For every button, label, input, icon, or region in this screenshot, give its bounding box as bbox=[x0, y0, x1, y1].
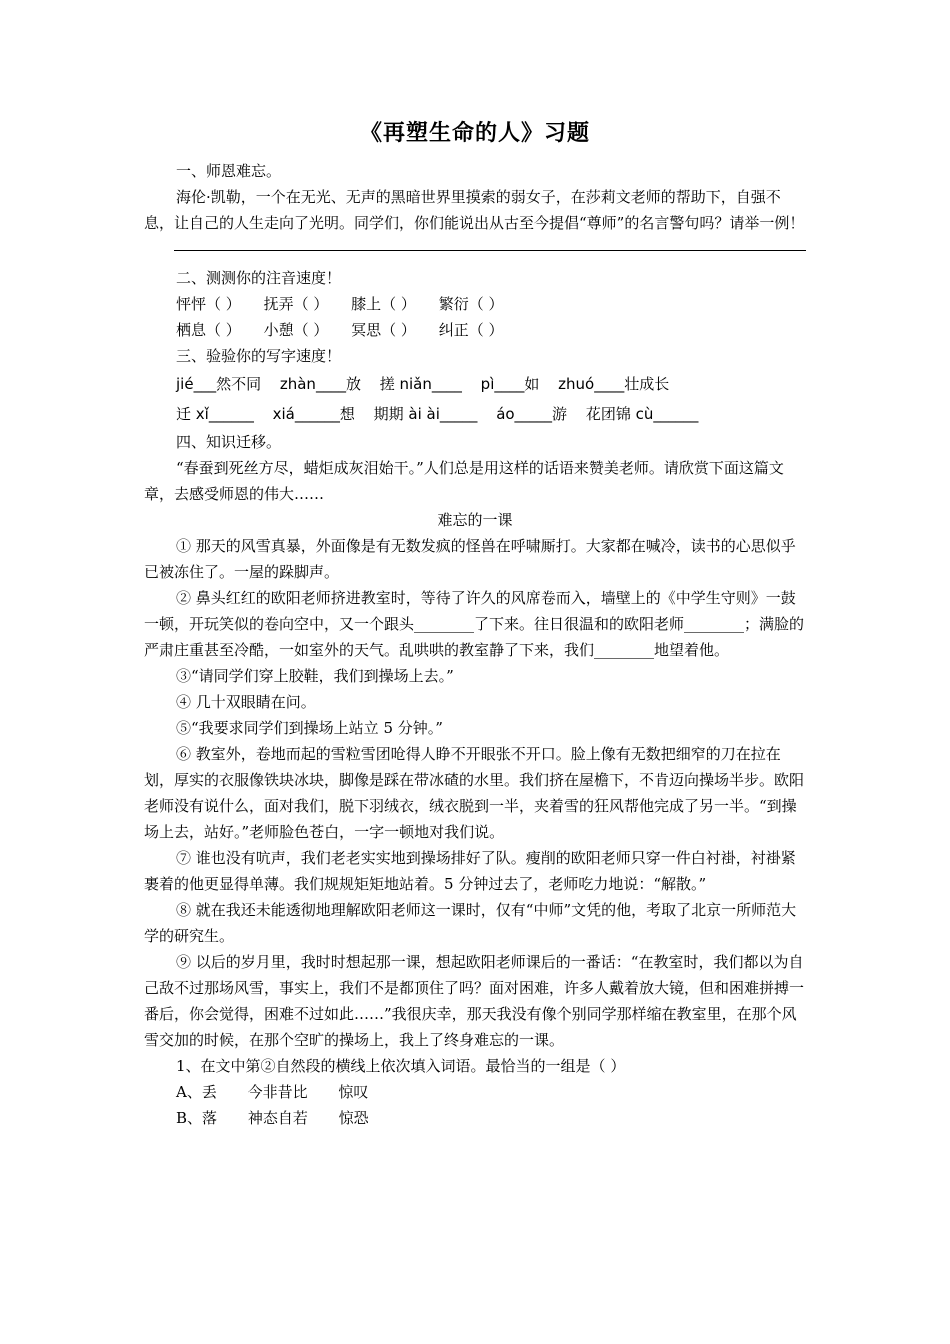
writing-item: 期期 ài ài_____ bbox=[373, 405, 478, 423]
option-b-word-3: 惊恐 bbox=[338, 1109, 369, 1127]
writing-item: zhàn____放 bbox=[279, 375, 361, 393]
article-paragraph: ② 鼻头红红的欧阳老师挤进教室时，等待了许久的风席卷而入，墙壁上的《中学生守则》一鼓一顿，开玩笑似的卷向空中，又一个跟头________了下来。往日很温和的欧阳老师________；满脸的严肃庄重甚至冷酷，一如室外的天气。乱哄哄的教室静了下来，我们________地望着他。 bbox=[144, 589, 805, 659]
pinyin-item: 小憩（ ） bbox=[263, 321, 329, 339]
writing-question-row-2 bbox=[144, 399, 806, 429]
pinyin-item: 栖息（ ） bbox=[176, 321, 241, 339]
article-paragraph: ⑦ 谁也没有吭声，我们老老实实地到操场排好了队。瘦削的欧阳老师只穿一件白衬褂，衬褂紧裹着的他更显得单薄。我们规规矩矩地站着。5 分钟过去了，老师吃力地说：“解散。” bbox=[144, 849, 796, 893]
option-a-word-2: 今非昔比 bbox=[247, 1083, 308, 1101]
section-1-text: 海伦·凯勒，一个在无光、无声的黑暗世界里摸索的弱女子，在莎莉文老师的帮助下，自强不息，让自己的人生走向了光明。同学们，你们能说出从古至今提倡“尊师”的名言警句吗？请举一例！ bbox=[144, 188, 805, 232]
article-paragraph: ④ 几十双眼睛在问。 bbox=[176, 693, 316, 711]
option-b-label: B、落 bbox=[176, 1109, 218, 1127]
option-a-label: A、丢 bbox=[176, 1083, 217, 1101]
section-4-intro: “春蚕到死丝方尽，蜡炬成灰泪始干。”人们总是用这样的话语来赞美老师。请欣赏下面这篇文章，去感受师恩的伟大…… bbox=[144, 459, 784, 503]
option-b[interactable] bbox=[144, 1105, 806, 1131]
section-2-heading: 二、测测你的注音速度！ bbox=[176, 269, 342, 287]
article-paragraph: ③“请同学们穿上胶鞋，我们到操场上去。” bbox=[176, 667, 454, 685]
section-1-heading: 一、师恩难忘。 bbox=[176, 162, 282, 180]
pinyin-item: 冥思（ ） bbox=[351, 321, 416, 339]
worksheet-page bbox=[144, 118, 806, 1131]
answer-line[interactable] bbox=[174, 242, 806, 251]
pinyin-item: 纠正（ ） bbox=[438, 321, 504, 339]
option-b-word-2: 神态自若 bbox=[247, 1109, 308, 1127]
pinyin-question-row-2 bbox=[144, 317, 806, 343]
writing-item: áo_____游 bbox=[496, 405, 568, 423]
article-paragraph: ⑧ 就在我还未能透彻地理解欧阳老师这一课时，仅有“中师”文凭的他，考取了北京一所师范大学的研究生。 bbox=[144, 901, 797, 945]
writing-item: pì____如 bbox=[480, 375, 540, 393]
section-3-heading: 三、验验你的写字速度！ bbox=[176, 347, 342, 365]
article-paragraph: ① 那天的风雪真暴，外面像是有无数发疯的怪兽在呼啸厮打。大家都在喊冷，读书的心思似乎已被冻住了。一屋的跺脚声。 bbox=[144, 537, 796, 581]
pinyin-item: 抚弄（ ） bbox=[263, 295, 329, 313]
option-a-word-3: 惊叹 bbox=[338, 1083, 369, 1101]
pinyin-item: 繁衍（ ） bbox=[438, 295, 504, 313]
writing-item: 花团锦 cù______ bbox=[585, 405, 699, 423]
article-paragraph: ⑤“我要求同学们到操场上站立 5 分钟。” bbox=[176, 719, 443, 737]
writing-item: xiá______想 bbox=[272, 405, 355, 423]
writing-item: jié___然不同 bbox=[176, 375, 262, 393]
question-1: 1、在文中第②自然段的横线上依次填入词语。最恰当的一组是（ ） bbox=[176, 1057, 626, 1075]
option-a[interactable] bbox=[144, 1079, 806, 1105]
section-4-heading: 四、知识迁移。 bbox=[176, 433, 282, 451]
article-paragraph: ⑨ 以后的岁月里，我时时想起那一课，想起欧阳老师课后的一番话：“在教室时，我们都以为自己敌不过那场风雪，事实上，我们不是都顶住了吗？面对困难，许多人戴着放大镜，但和困难拼搏一番后，你会觉得，困难不过如此……”我很庆幸，那天我没有像个别同学那样缩在教室里，在那个风雪交加的时候，在那个空旷的操场上，我上了终身难忘的一课。 bbox=[144, 953, 805, 1049]
page-title: 《再塑生命的人》习题 bbox=[359, 120, 590, 146]
article-paragraph: ⑥ 教室外，卷地而起的雪粒雪团呛得人睁不开眼张不开口。脸上像有无数把细窄的刀在拉在划，厚实的衣服像铁块冰块，脚像是踩在带冰碴的水里。我们挤在屋檐下，不肯迈向操场半步。欧阳老师没有说什么，面对我们，脱下羽绒衣，绒衣脱到一半，夹着雪的狂风帮他完成了另一半。“到操场上去，站好。”老师脸色苍白，一字一顿地对我们说。 bbox=[144, 745, 805, 841]
pinyin-item: 怦怦（ ） bbox=[176, 295, 241, 313]
pinyin-item: 膝上（ ） bbox=[351, 295, 416, 313]
writing-item: 迁 xǐ______ bbox=[176, 405, 254, 423]
pinyin-question-row-1 bbox=[144, 291, 806, 317]
article-title: 难忘的一课 bbox=[437, 511, 513, 529]
writing-item: zhuó____壮成长 bbox=[558, 375, 670, 393]
writing-question-row-1 bbox=[144, 369, 806, 399]
writing-item: 搓 niǎn____ bbox=[379, 375, 462, 393]
